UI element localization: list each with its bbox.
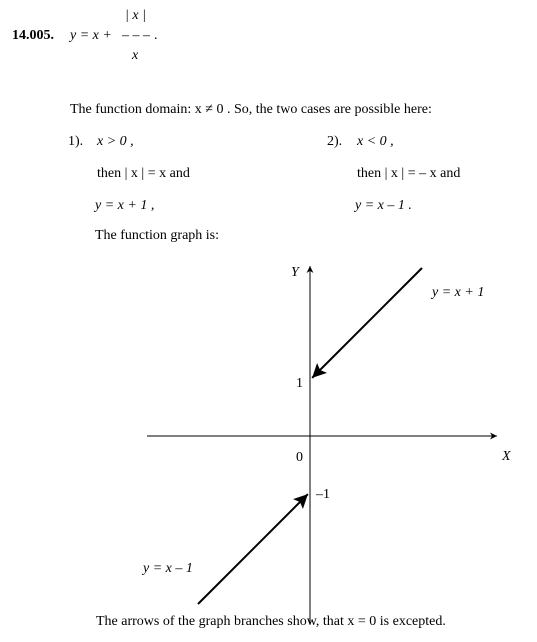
case2-label: 2). <box>327 134 343 149</box>
case2-condition: x < 0 , <box>357 134 394 149</box>
y-axis-label: Y <box>291 265 299 280</box>
conclusion-sentence: The arrows of the graph branches show, that x = 0 is excepted. <box>96 614 446 629</box>
problem-number: 14.005. <box>12 28 54 43</box>
tick-label-neg1: –1 <box>316 487 330 502</box>
case1-then-line: then | x | = x and <box>97 166 190 181</box>
case1-condition: x > 0 , <box>97 134 134 149</box>
graph-intro: The function graph is: <box>95 228 220 243</box>
case1-label: 1). <box>68 134 84 149</box>
origin-label: 0 <box>296 450 303 465</box>
fraction-denominator: x <box>132 48 139 63</box>
equation-trailing-dot: . <box>154 28 158 43</box>
problem-equation-lhs: y = x + <box>70 28 112 43</box>
graph-branch-upper <box>312 268 422 378</box>
graph-branch-lower <box>198 494 308 604</box>
case2-then-line: then | x | = – x and <box>357 166 461 181</box>
domain-sentence: The function domain: x ≠ 0 . So, the two cases are possible here: <box>70 102 432 117</box>
x-axis-label: X <box>502 449 511 464</box>
fraction-bar: – – – <box>122 28 150 43</box>
fraction-numerator: | x | <box>125 8 146 23</box>
case2-result: y = x – 1 . <box>355 198 412 213</box>
series-label-upper: y = x + 1 <box>432 285 485 300</box>
tick-label-1: 1 <box>296 376 303 391</box>
case1-result: y = x + 1 , <box>95 198 155 213</box>
series-label-lower: y = x – 1 <box>143 561 193 576</box>
